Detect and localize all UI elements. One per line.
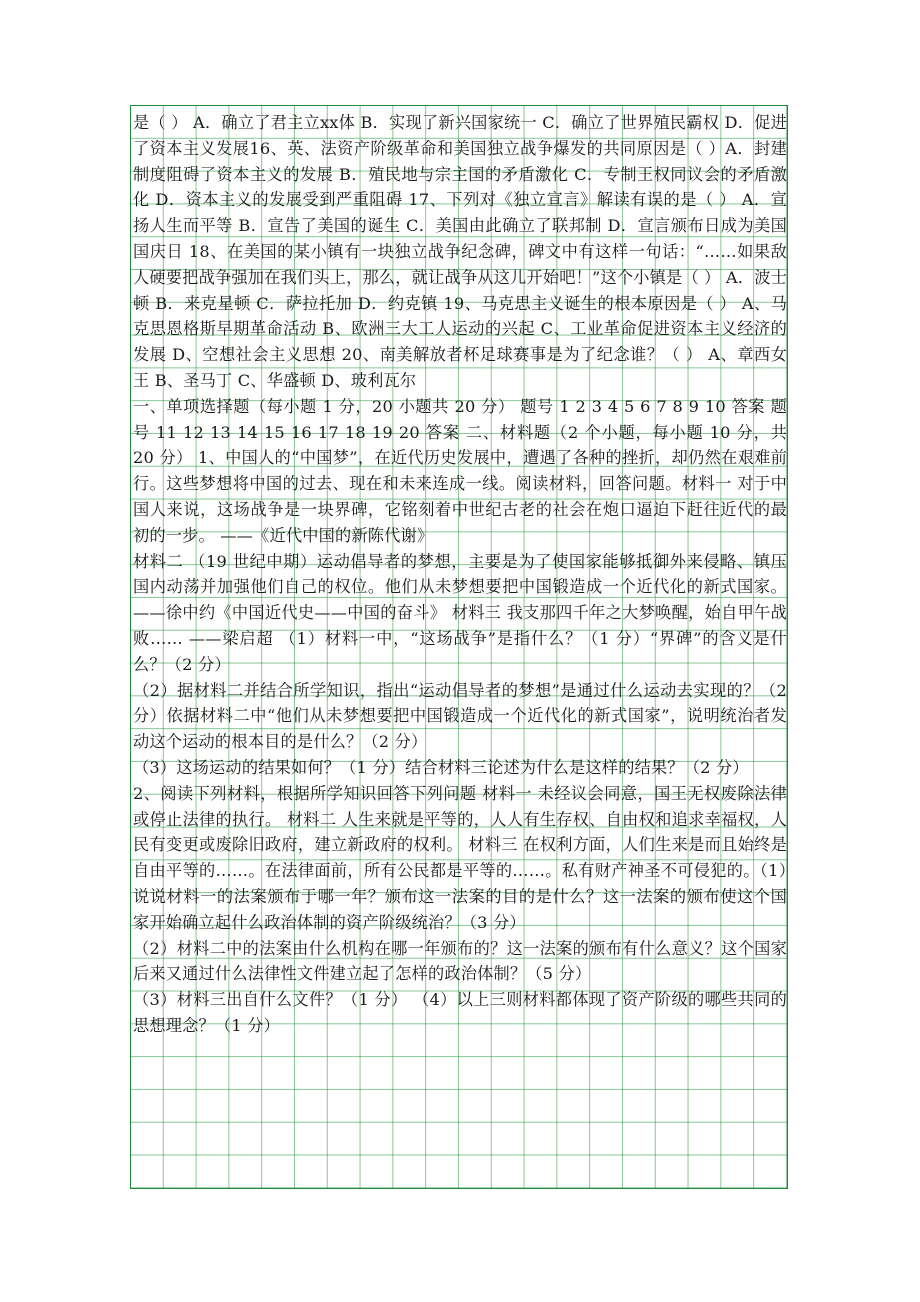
answer-sheet-page	[130, 105, 788, 1189]
paragraph-question-2-3-4: （3）材料三出自什么文件？（1 分） （4）以上三则材料都体现了资产阶级的哪些共同的思想理念？（1 分）	[133, 990, 787, 1035]
paragraph-question-1-3: （3）这场运动的结果如何？（1 分）结合材料三论述为什么是这样的结果？（2 分）	[133, 757, 749, 777]
document-body	[133, 110, 787, 1039]
paragraph-question-1-2: （2）据材料二并结合所学知识，指出“运动倡导者的梦想”是通过什么运动去实现的？（2 分）依据材料二中“他们从未梦想要把中国锻造成一个近代化的新式国家”，说明统治者发动这个运动的根本目的是什么？（2 分）	[133, 680, 787, 752]
paragraph-material-2-3: 材料二 （19 世纪中期）运动倡导者的梦想，主要是为了使国家能够抵御外来侵略、镇压国内动荡并加强他们自己的权位。他们从未梦想要把中国锻造成一个近代化的新式国家。 ——徐中约《中国近代史——中国的奋斗》 材料三 我支那四千年之大梦唤醒，始自甲午战败…… ——梁启超 （1）材料一中，“这场战争”是指什么？（1 分）“界碑”的含义是什么？（2 分）	[133, 551, 787, 674]
paragraph-answer-table-and-material-1: 一、单项选择题（每小题 1 分，20 小题共 20 分） 题号 1 2 3 4 5 6 7 8 9 10 答案 题号 11 12 13 14 15 16 17 18 19 20 答案 二、材料题（2 个小题，每小题 10 分，共 20 分） 1、中国人的“中国梦”，在近代历史发展中，遭遇了各种的挫折，却仍然在艰难前行。这些梦想将中国的过去、现在和未来连成一线。阅读材料，回答问题。材料一 对于中国人来说，这场战争是一块界碑，它铭刻着中世纪古老的社会在炮口逼迫下赶往近代的最初的一步。 ——《近代中国的新陈代谢》	[133, 396, 787, 545]
paragraph-questions-15-20: 是（ ） A．确立了君主立xx体 B．实现了新兴国家统一 C．确立了世界殖民霸权 D．促进了资本主义发展16、英、法资产阶级革命和美国独立战争爆发的共同原因是（ ）A．封建制度阻碍了资本主义的发展 B．殖民地与宗主国的矛盾激化 C．专制王权同议会的矛盾激化 D．资本主义的发展受到严重阻碍 17、下列对《独立宣言》解读有误的是（ ） A．宣扬人生而平等 B．宣告了美国的诞生 C．美国由此确立了联邦制 D．宣言颁布日成为美国国庆日 18、在美国的某小镇有一块独立战争纪念碑，碑文中有这样一句话：“……如果敌人硬要把战争强加在我们头上，那么，就让战争从这儿开始吧！”这个小镇是（ ） A．波士顿 B．来克星顿 C．萨拉托加 D．约克镇 19、马克思主义诞生的根本原因是（ ） A、马克思恩格斯早期革命活动 B、欧洲三大工人运动的兴起 C、工业革命促进资本主义经济的发展 D、空想社会主义思想 20、南美解放者杯足球赛事是为了纪念谁？（ ） A、章西女王 B、圣马丁 C、华盛顿 D、玻利瓦尔	[133, 113, 787, 390]
paragraph-material-question-2: 2、阅读下列材料，根据所学知识回答下列问题 材料一 未经议会同意，国王无权废除法律或停止法律的执行。 材料二 人生来就是平等的，人人有生存权、自由权和追求幸福权，人民有变更或废除旧政府，建立新政府的权利。 材料三 在权利方面，人们生来是而且始终是自由平等的……。在法律面前，所有公民都是平等的……。私有财产神圣不可侵犯的。（1）说说材料一的法案颁布于哪一年？颁布这一法案的目的是什么？这一法案的颁布使这个国家开始确立起什么政治体制的资产阶级统治？（3 分）	[133, 783, 787, 932]
paragraph-question-2-2: （2）材料二中的法案由什么机构在哪一年颁布的？这一法案的颁布有什么意义？这个国家后来又通过什么法律性文件建立起了怎样的政治体制？（5 分）	[133, 938, 787, 984]
